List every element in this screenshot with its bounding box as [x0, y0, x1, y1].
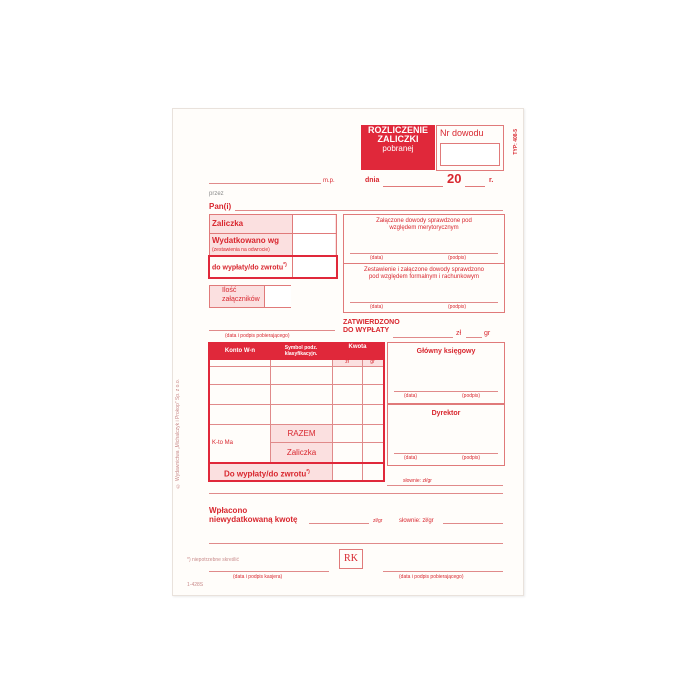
formal-check-line2: pod względem formalnym i rachunkowym [368, 274, 480, 280]
footnote: *) niepotrzebne skreślić [187, 557, 239, 563]
date-field[interactable] [383, 175, 443, 187]
approval-words-line[interactable] [387, 485, 503, 486]
recipient-sign-caption: (data i podpis pobierającego) [225, 333, 290, 339]
rk-stamp: RK [339, 549, 363, 569]
director-box [387, 404, 505, 466]
settlement-form [172, 108, 524, 596]
title-line-3: pobranej [382, 143, 414, 153]
advance-amount[interactable] [292, 215, 335, 233]
mp-label: m.p. [323, 178, 335, 184]
attachments-label-2: załączników [222, 296, 260, 303]
merit-signature: (podpis) [448, 255, 467, 261]
year-prefix: 20 [447, 171, 462, 186]
attachments-row [209, 285, 291, 308]
payout-label: do wypłaty/do zwrotu*) [212, 262, 287, 272]
merit-check-line1: Załączone dowody sprawdzone pod [376, 218, 472, 224]
refund-amount-line[interactable] [309, 523, 369, 524]
spent-label: Wydatkowano wg [212, 236, 279, 245]
refund-label: Wpłacono niewydatkowaną kwotę [209, 506, 298, 525]
date-label: dnia [365, 177, 380, 184]
formal-check-box [343, 263, 505, 313]
recipient2-sign-line[interactable] [383, 571, 503, 572]
title-line-2: ZALICZKI [377, 134, 419, 145]
type-code: TYP: 408-5 [513, 129, 519, 155]
attachments-count[interactable] [264, 286, 291, 307]
form-title [361, 125, 435, 170]
cashier-sign-line[interactable] [209, 571, 329, 572]
kto-ma-label: K-to Ma [212, 440, 234, 446]
przez-label: przez [209, 191, 224, 197]
formal-check-line1: Zestawienie i załączone dowody sprawdzono [363, 267, 485, 273]
recipient2-sign-caption: (data i podpis pobierającego) [399, 574, 464, 580]
merit-check-box [343, 214, 505, 264]
merit-check-line2: względem merytorycznym [389, 225, 459, 231]
director-signature: (podpis) [462, 455, 481, 461]
table-advance-label: Zaliczka [271, 443, 332, 462]
recipient-sign-line[interactable] [209, 330, 335, 331]
approval-zl: zł [456, 330, 462, 337]
chief-accountant-box [387, 342, 505, 404]
total-label: RAZEM [271, 425, 332, 442]
advance-row [209, 214, 337, 234]
product-code: 1-428S [187, 582, 204, 588]
account-table: Konto W-n Symbol podz. klasyfikacyjn. Kwota zł gr K-to Ma RAZEM Zaliczka Do wypłaty/do zwrotu*) [208, 342, 385, 482]
doc-number-box [436, 125, 504, 171]
approval-label: ZATWIERDZONO DO WYPŁATY [343, 319, 400, 334]
year-field[interactable] [465, 175, 485, 187]
payout-amount[interactable] [292, 257, 335, 277]
payout-row [208, 255, 338, 279]
director-label: Dyrektor [431, 410, 461, 417]
payee-name-line[interactable] [235, 210, 503, 211]
spent-note: (zestawienia na odwrocie) [212, 247, 270, 253]
spent-row [209, 233, 337, 257]
publisher-note: © Wydawnictwa „Michalczyk i Prokop” Sp. z o.o. [175, 379, 181, 489]
doc-number-field[interactable] [440, 143, 500, 166]
refund-zlgr: zł/gr [373, 518, 383, 524]
director-date: (data) [404, 455, 418, 461]
approval-words-label: słownie: zł/gr [403, 478, 432, 484]
advance-label: Zaliczka [212, 219, 244, 228]
doc-number-label: Nr dowodu [440, 128, 484, 138]
cashier-sign-caption: (data i podpis kasjera) [233, 574, 283, 580]
attachments-label-1: Ilość [222, 287, 237, 294]
chief-date: (data) [404, 393, 418, 399]
approval-gr: gr [484, 330, 491, 337]
formal-date: (data) [370, 304, 384, 310]
merit-date: (data) [370, 255, 384, 261]
table-payout-label: Do wypłaty/do zwrotu*) [210, 464, 332, 480]
formal-signature: (podpis) [448, 304, 467, 310]
year-suffix: r. [489, 177, 494, 184]
title-line-1: ROZLICZENIE [368, 125, 428, 135]
account-table-header: Konto W-n Symbol podz. klasyfikacyjn. Kwota [210, 344, 383, 360]
spent-amount[interactable] [292, 234, 335, 256]
pan-label: Pan(i) [209, 202, 232, 211]
chief-accountant-label: Główny księgowy [416, 348, 476, 355]
refund-words-label: słownie: zł/gr [399, 518, 434, 524]
chief-signature: (podpis) [462, 393, 481, 399]
